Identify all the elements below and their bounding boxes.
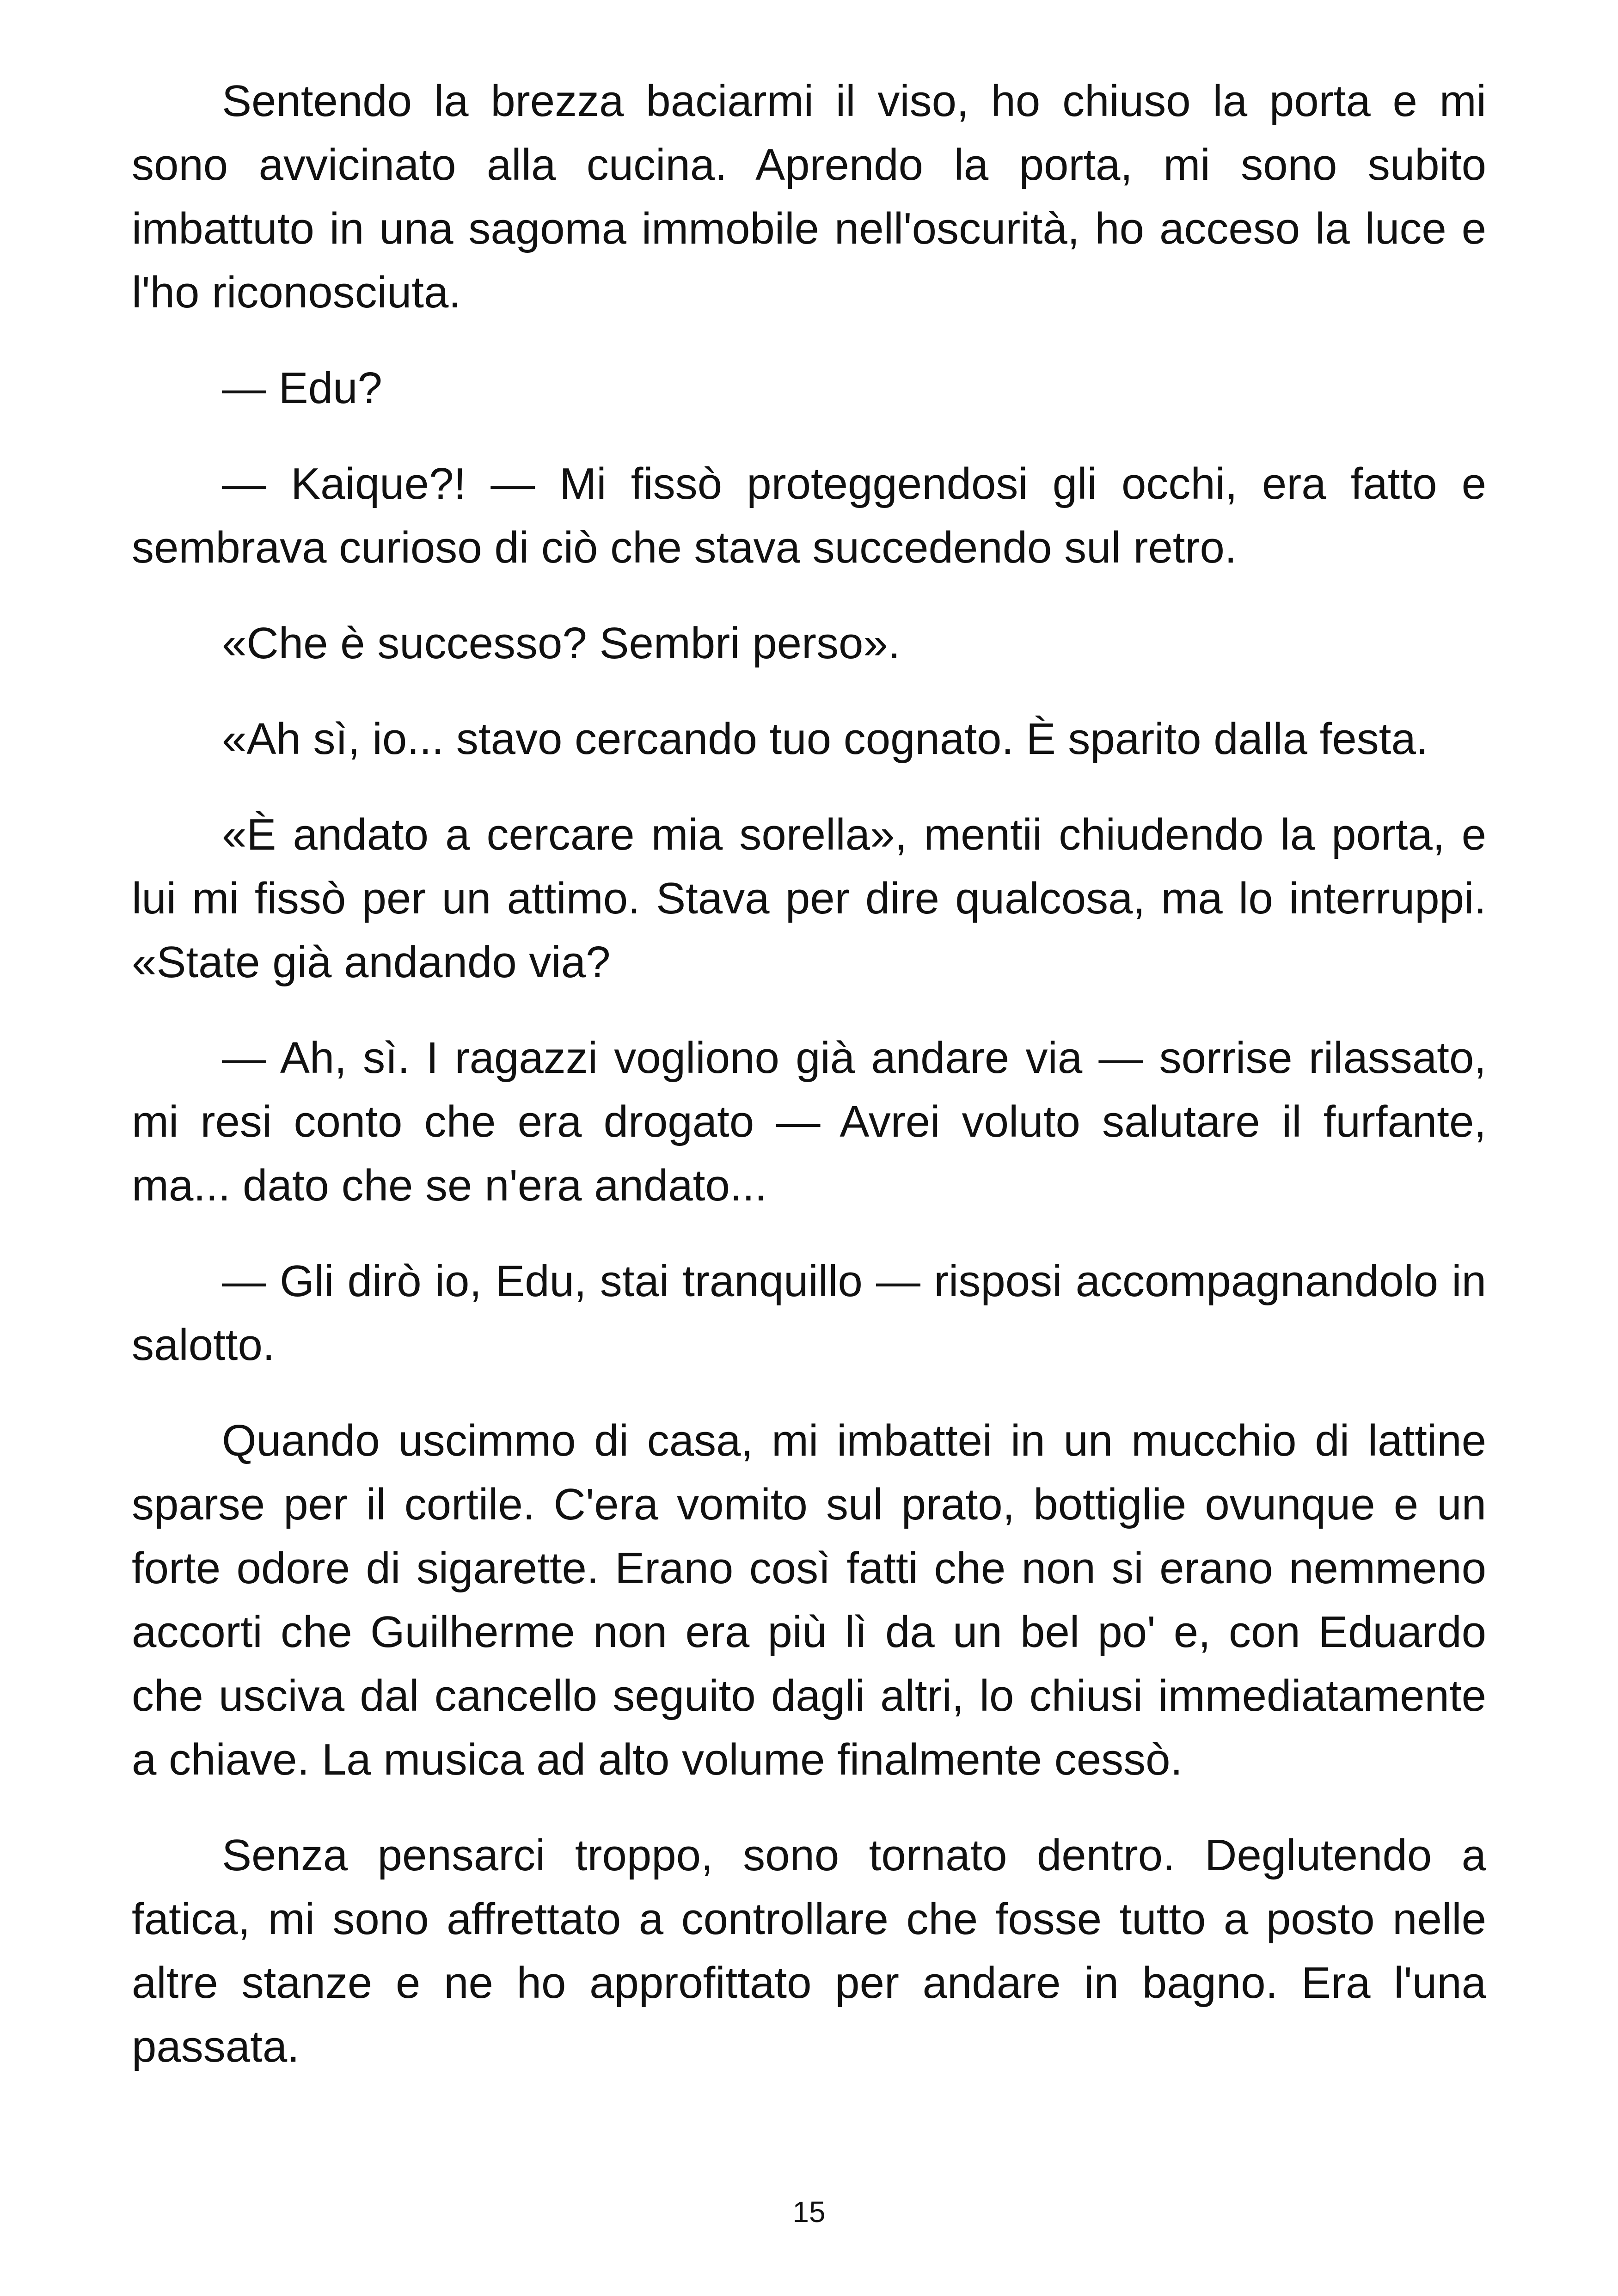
paragraph: — Ah, sì. I ragazzi vogliono già andare via — sorrise rilassato, mi resi conto che era drogato — Avrei voluto salutare il furfante, ma... dato che se n'era andato...	[132, 1033, 1486, 1210]
paragraph: Quando uscimmo di casa, mi imbattei in un mucchio di lattine sparse per il cortile. C'era vomito sul prato, bottiglie ovunque e un forte odore di sigarette. Erano così fatti che non si erano nemmeno accorti che Guilherme non era più lì da un bel po' e, con Eduardo che usciva dal cancello seguito dagli altri, lo chiusi immediatamente a chiave. La musica ad alto volume finalmente cessò.	[132, 1416, 1486, 1784]
paragraph: — Kaique?! — Mi fissò proteggendosi gli occhi, era fatto e sembrava curioso di ciò che stava succedendo sul retro.	[132, 459, 1486, 572]
paragraph: «Che è successo? Sembri perso».	[222, 618, 901, 668]
page-number: 15	[792, 2195, 826, 2229]
paragraph: «Ah sì, io... stavo cercando tuo cognato. È sparito dalla festa.	[222, 714, 1428, 764]
paragraph: «È andato a cercare mia sorella», mentii chiudendo la porta, e lui mi fissò per un attimo. Stava per dire qualcosa, ma lo interruppi. «State già andando via?	[132, 810, 1486, 987]
body-text	[132, 69, 1486, 2111]
paragraph: — Edu?	[222, 363, 382, 413]
paragraph: Senza pensarci troppo, sono tornato dentro. Deglutendo a fatica, mi sono affrettato a controllare che fosse tutto a posto nelle altre stanze e ne ho approfittato per andare in bagno. Era l'una passata.	[132, 1831, 1486, 2071]
paragraph: Sentendo la brezza baciarmi il viso, ho chiuso la porta e mi sono avvicinato alla cucina. Aprendo la porta, mi sono subito imbattuto in una sagoma immobile nell'oscurità, ho acceso la luce e l'ho riconosciuta.	[132, 76, 1486, 317]
paragraph: — Gli dirò io, Edu, stai tranquillo — risposi accompagnandolo in salotto.	[132, 1256, 1486, 1370]
